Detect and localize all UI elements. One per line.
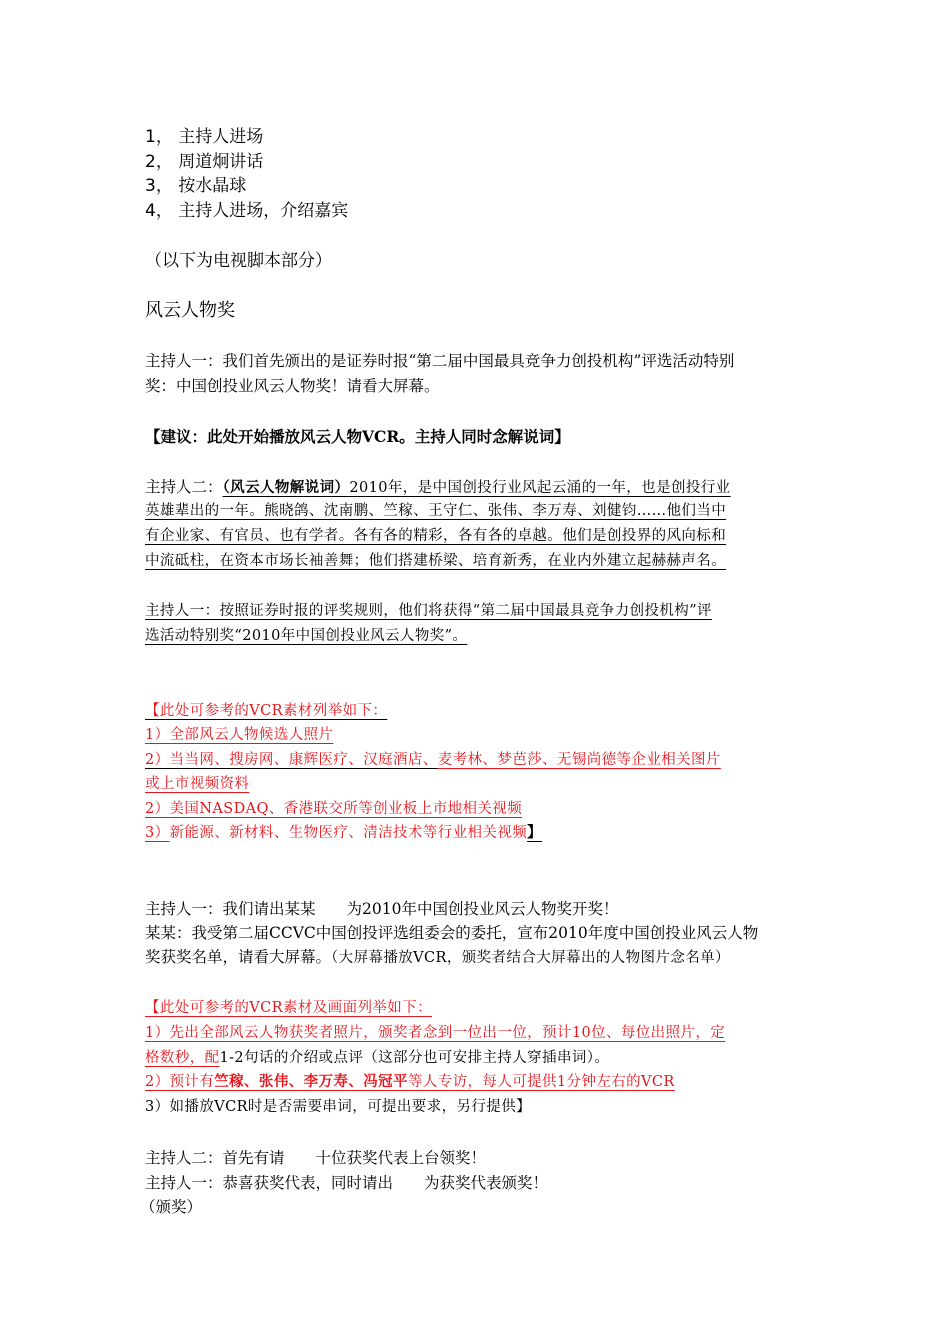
vcr-list1-item2-line2: 或上市视频资料 bbox=[145, 776, 250, 792]
vcr-list1-item2-line1 bbox=[145, 749, 721, 771]
agenda-item-2: 2， 周道炯讲话 bbox=[145, 152, 264, 172]
announcer-line2 bbox=[145, 946, 730, 969]
host2-commentary-line1 bbox=[145, 476, 731, 499]
vcr-list2-item3: 3）如播放VCR时是否需要串词，可提出要求，另行提供】 bbox=[145, 1099, 532, 1115]
vcr-list1-item4-text: 新能源、新材料、生物医疗、清洁技术等行业相关视频 bbox=[169, 825, 528, 841]
vcr-list1-item4 bbox=[145, 822, 542, 844]
vcr-list1-item2-part1: 2）当当网、搜房网、康辉医疗、汉庭酒店、 bbox=[145, 752, 438, 768]
vcr-list2-item2-names: 竺稼、张伟、李万寿、冯冠平 bbox=[214, 1073, 408, 1090]
vcr-list1-item4-num: 3） bbox=[145, 825, 170, 841]
host1-award-line2: 选活动特别奖“2010年中国创投业风云人物奖”。 bbox=[145, 628, 468, 644]
vcr-list1-item1: 1）全部风云人物候选人照片 bbox=[145, 727, 334, 743]
host2-commentary-line2: 英雄辈出的一年。熊晓鸽、沈南鹏、竺稼、王守仁、张伟、李万寿、刘健钧……他们当中 bbox=[145, 503, 727, 519]
commentary-text-1: 2010年，是中国创投行业风起云涌的一年，也是创投行业 bbox=[349, 480, 731, 496]
host2-commentary-line4: 中流砥柱，在资本市场长袖善舞；他们搭建桥梁、培育新秀，在业内外建立起赫赫声名。 bbox=[145, 553, 727, 569]
vcr-list2-head: 【此处可参考的VCR素材及画面列举如下： bbox=[145, 1000, 432, 1016]
vcr-list2-item1-black: 1-2句话的介绍或点评（这部分也可安排主持人穿插串词）。 bbox=[219, 1050, 610, 1066]
announcer-line1: 某某：我受第二届CCVC中国创投评选组委会的委托，宣布2010年度中国创投业风云人物 bbox=[145, 924, 759, 942]
commentary-label: （风云人物解说词） bbox=[222, 479, 350, 496]
agenda-item-3: 3， 按水晶球 bbox=[145, 176, 247, 196]
host1-invite-line: 主持人一：我们请出某某 为2010年中国创投业风云人物奖开奖！ bbox=[145, 900, 619, 918]
host1-intro-line2: 奖：中国创投业风云人物奖！请看大屏幕。 bbox=[145, 377, 440, 395]
vcr-suggestion: 【建议：此处开始播放风云人物VCR。主持人同时念解说词】 bbox=[145, 427, 570, 446]
section-title: 风云人物奖 bbox=[145, 300, 235, 321]
vcr-list2-item1-line2 bbox=[145, 1047, 609, 1069]
host1-award-line1: 主持人一：按照证券时报的评奖规则，他们将获得“第二届中国最具竞争力创投机构”评 bbox=[145, 603, 712, 619]
agenda-item-1: 1， 主持人进场 bbox=[145, 127, 264, 147]
vcr-list1-item3: 2）美国NASDAQ、香港联交所等创业板上市地相关视频 bbox=[145, 801, 523, 817]
host1-congrats-line: 主持人一：恭喜获奖代表，同时请出 为获奖代表颁奖！ bbox=[145, 1174, 549, 1192]
host2-speaker: 主持人二： bbox=[145, 478, 223, 496]
vcr-list1-item2-part2: 麦考林、梦芭莎、无锡尚德等企业相关图片 bbox=[437, 752, 721, 768]
announcer-line2-b: （大屏幕播放VCR，颁奖者结合大屏幕出的人物图片念名单） bbox=[331, 950, 730, 966]
vcr-list2-item2 bbox=[145, 1071, 675, 1093]
vcr-list2-item1-red: 格数秒，配 bbox=[145, 1050, 220, 1066]
agenda-item-4: 4， 主持人进场，介绍嘉宾 bbox=[145, 201, 349, 221]
host2-commentary-line3: 有企业家、有官员、也有学者。各有各的精彩，各有各的卓越。他们是创投界的风向标和 bbox=[145, 528, 727, 544]
vcr-list1-head-text: 【此处可参考的VCR素材列举如下： bbox=[145, 703, 388, 719]
vcr-list2-item1-line1: 1）先出全部风云人物获奖者照片，颁奖者念到一位出一位，预计10位、每位出照片，定 bbox=[145, 1025, 726, 1041]
host2-invite-line: 主持人二：首先有请 十位获奖代表上台领奖！ bbox=[145, 1149, 487, 1167]
award-note: （颁奖） bbox=[140, 1198, 203, 1216]
vcr-list1-head bbox=[145, 700, 387, 722]
vcr-list2-item2-post: 等人专访，每人可提供1分钟左右的VCR bbox=[407, 1074, 675, 1090]
vcr-list2-item2-pre: 2）预计有 bbox=[145, 1074, 215, 1090]
announcer-line2-a: 奖获奖名单，请看大屏幕。 bbox=[145, 948, 332, 966]
host1-intro-line1: 主持人一：我们首先颁出的是证券时报“第二届中国最具竞争力创投机构”评选活动特别 bbox=[145, 352, 735, 370]
vcr-list1-close-bracket: 】 bbox=[527, 824, 543, 841]
tv-script-note: （以下为电视脚本部分） bbox=[145, 251, 332, 271]
